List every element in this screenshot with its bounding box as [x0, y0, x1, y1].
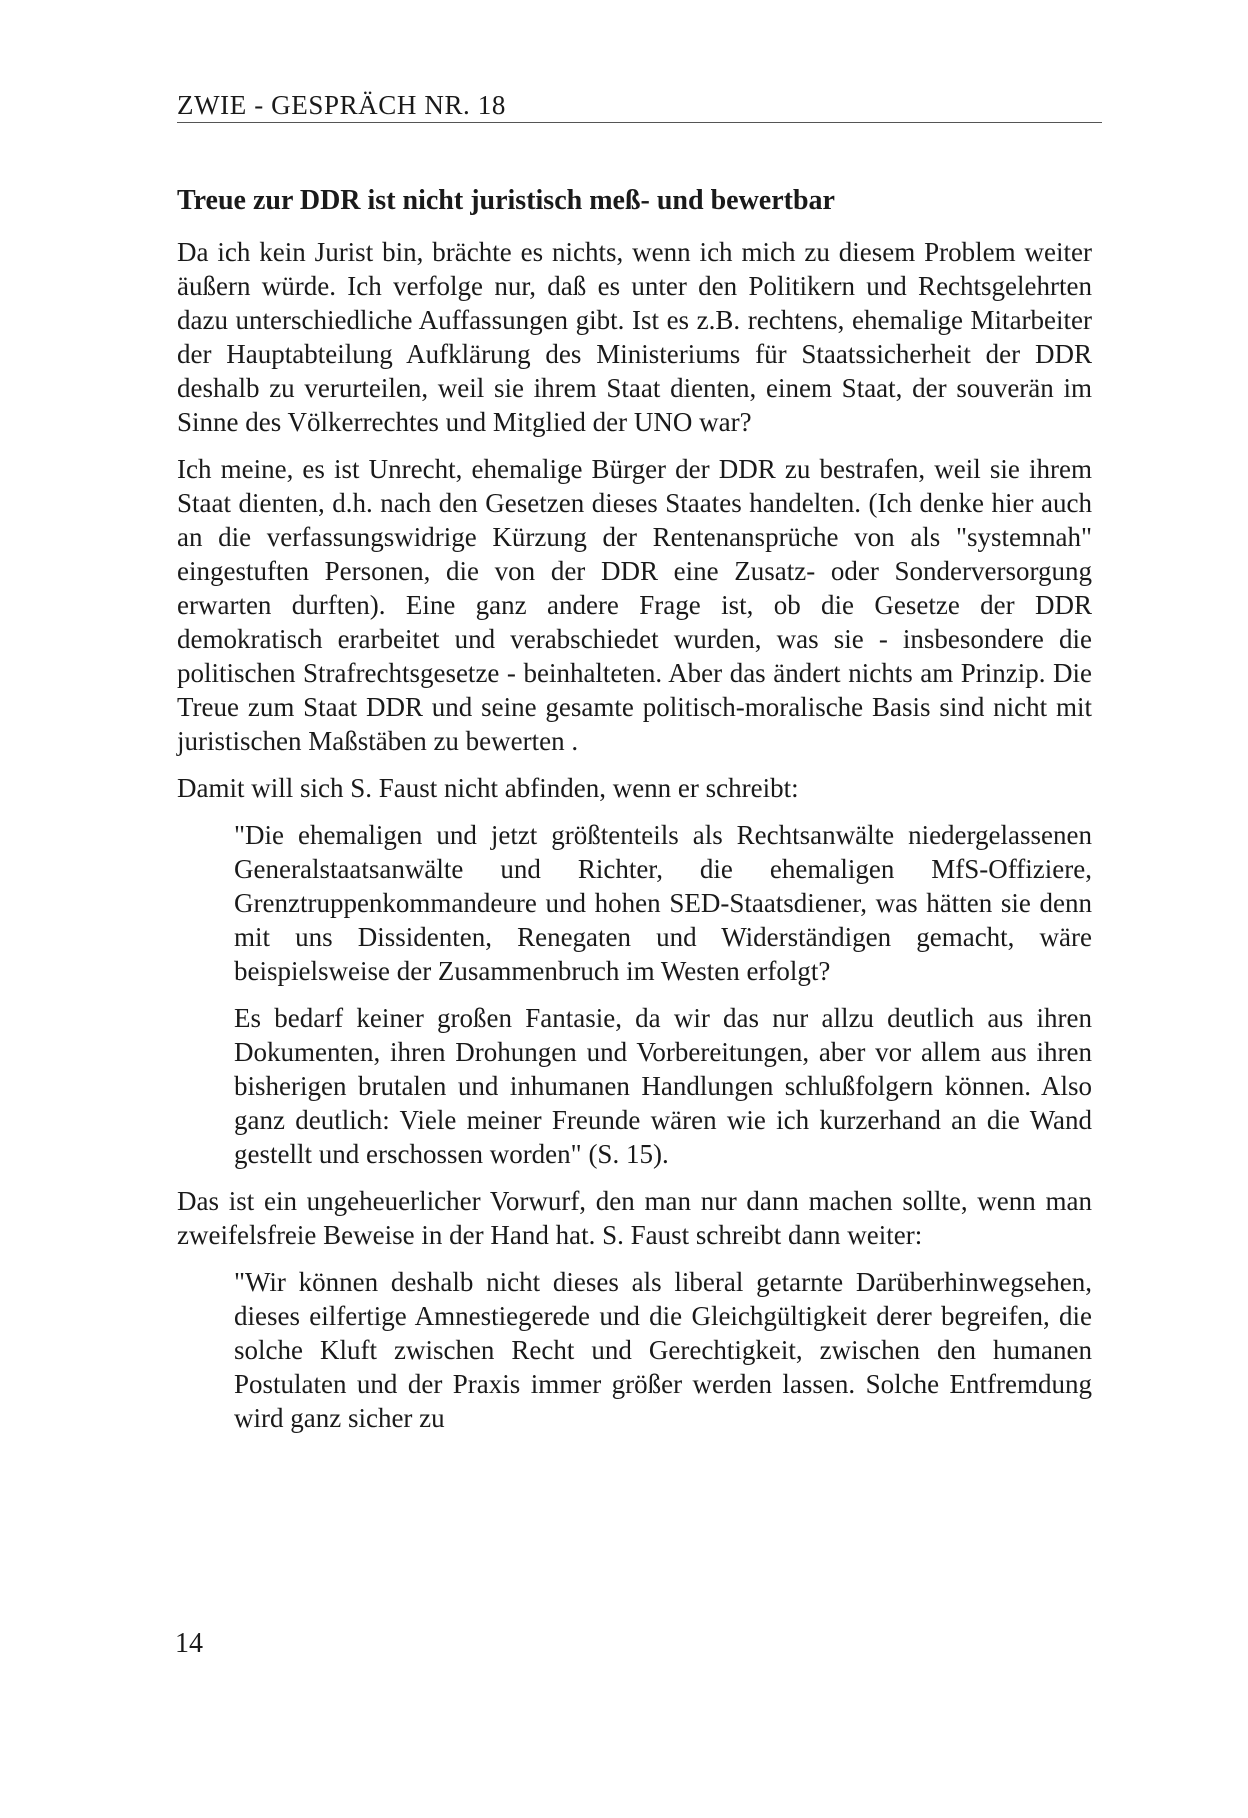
body-text	[177, 235, 1092, 1448]
block-quote: "Wir können deshalb nicht dieses als liberal getarnte Darüberhinwegsehen, dieses eilfertige Amnestiegerede und die Gleichgültigkeit derer begreifen, die solche Kluft zwischen Recht und Gerechtigkeit, zwischen den humanen Postulaten und der Praxis immer größer werden lassen. Solche Entfremdung wird ganz sicher zu	[234, 1267, 1092, 1433]
paragraph: Damit will sich S. Faust nicht abfinden, wenn er schreibt:	[177, 773, 799, 803]
paragraph: Da ich kein Jurist bin, brächte es nichts, wenn ich mich zu diesem Problem weiter äußern würde. Ich verfolge nur, daß es unter den Politikern und Rechtsgelehrten dazu unterschiedliche Auffassungen gibt. Ist es z.B. rechtens, ehemalige Mitarbeiter der Hauptabteilung Aufklärung des Ministeriums für Staatssicherheit der DDR deshalb zu verurteilen, weil sie ihrem Staat dienten, einem Staat, der souverän im Sinne des Völkerrechtes und Mitglied der UNO war?	[177, 237, 1092, 437]
paragraph: Das ist ein ungeheuerlicher Vorwurf, den man nur dann machen sollte, wenn man zweifelsfreie Beweise in der Hand hat. S. Faust schreibt dann weiter:	[177, 1186, 1092, 1250]
page-number: 14	[175, 1628, 203, 1659]
running-title: ZWIE - GESPRÄCH NR. 18	[177, 90, 506, 120]
block-quote: "Die ehemaligen und jetzt größtenteils als Rechtsanwälte niedergelassenen Generalstaatsanwälte und Richter, die ehemaligen MfS-Offiziere, Grenztruppenkommandeure und hohen SED-Staatsdiener, was hätten sie denn mit uns Dissidenten, Renegaten und Widerständigen gemacht, wäre beispielsweise der Zusammenbruch im Westen erfolgt?	[234, 820, 1092, 986]
running-header	[177, 88, 1102, 123]
paragraph: Ich meine, es ist Unrecht, ehemalige Bürger der DDR zu bestrafen, weil sie ihrem Staat dienten, d.h. nach den Gesetzen dieses Staates handelten. (Ich denke hier auch an die verfassungswidrige Kürzung der Rentenansprüche von als "systemnah" eingestuften Personen, die von der DDR eine Zusatz- oder Sonderversorgung erwarten durften). Eine ganz andere Frage ist, ob die Gesetze der DDR demokratisch erarbeitet und verabschiedet wurden, was sie - insbesondere die politischen Strafrechtsgesetze - beinhalteten. Aber das ändert nichts am Prinzip. Die Treue zum Staat DDR und seine gesamte politisch-moralische Basis sind nicht mit juristischen Maßstäben zu bewerten .	[177, 454, 1092, 756]
block-quote: Es bedarf keiner großen Fantasie, da wir das nur allzu deutlich aus ihren Dokumenten, ihren Drohungen und Vorbereitungen, aber vor allem aus ihren bisherigen brutalen und inhumanen Handlungen schlußfolgern können. Also ganz deutlich: Viele meiner Freunde wären wie ich kurzerhand an die Wand gestellt und erschossen worden" (S. 15).	[234, 1003, 1092, 1169]
section-heading: Treue zur DDR ist nicht juristisch meß- und bewertbar	[177, 185, 835, 216]
